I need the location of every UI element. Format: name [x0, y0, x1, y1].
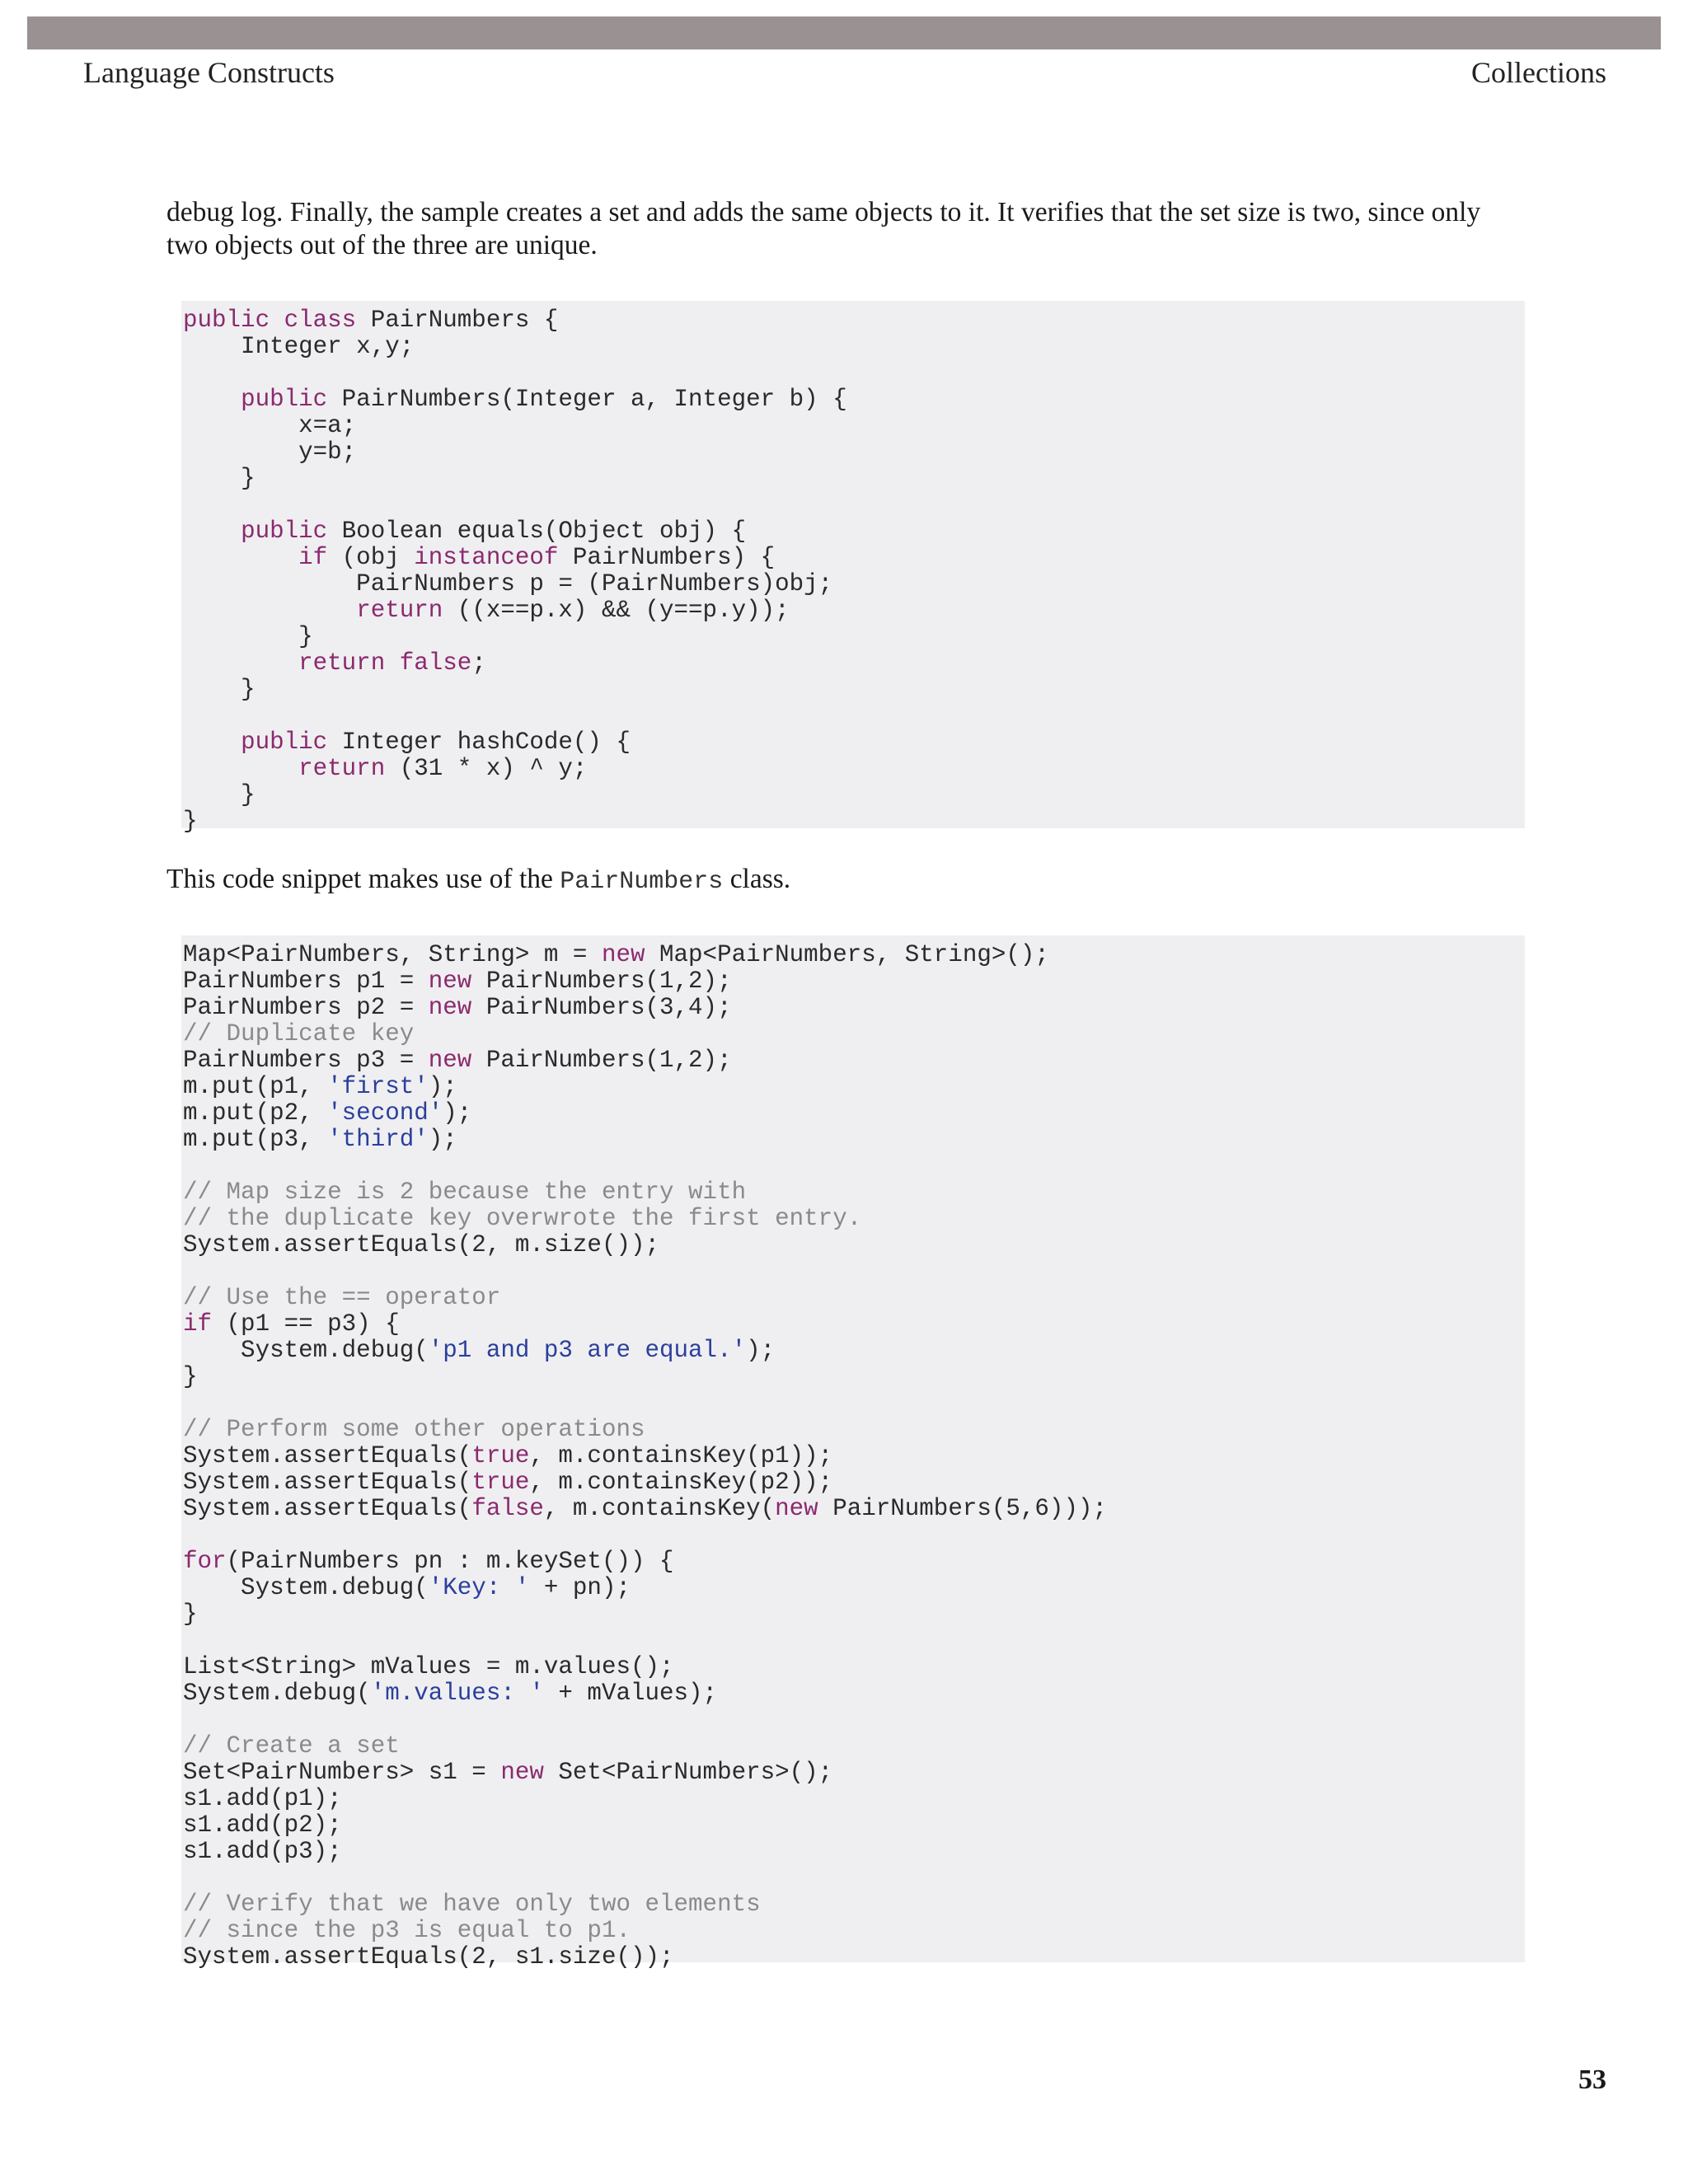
code-text: } [183, 623, 313, 650]
code-line [183, 1865, 1525, 1891]
code-string: 'first' [327, 1073, 429, 1100]
code-text: System.assertEquals(2, m.size()); [183, 1231, 660, 1258]
code-text: ); [428, 1126, 457, 1153]
code-text: System.debug( [183, 1574, 429, 1601]
code-line [183, 360, 1525, 387]
code-line [183, 1786, 1525, 1812]
code-text: , m.containsKey( [543, 1495, 776, 1522]
code-line [183, 1575, 1525, 1601]
code-keyword: new [500, 1759, 544, 1786]
code-text: PairNumbers(3,4); [471, 994, 732, 1021]
code-line [183, 1179, 1525, 1206]
code-text [183, 755, 298, 782]
code-text: m.put(p2, [183, 1099, 328, 1127]
code-text: PairNumbers p3 = [183, 1047, 429, 1074]
code-comment: // Duplicate key [183, 1020, 415, 1047]
code-text [183, 729, 241, 756]
code-text: x=a; [183, 412, 357, 439]
code-text: Map<PairNumbers, String> m = [183, 941, 602, 968]
code-line [183, 1232, 1525, 1258]
code-text: Integer hashCode() { [327, 729, 631, 756]
code-line [183, 677, 1525, 703]
code-text: (p1 == p3) { [212, 1310, 400, 1338]
code-keyword: public [241, 386, 328, 413]
code-line [183, 1047, 1525, 1074]
code-line [183, 1628, 1525, 1654]
code-comment: // Verify that we have only two elements [183, 1891, 761, 1918]
intro-paragraph: debug log. Finally, the sample creates a set and adds the same objects to it. It verifies that the set size is two, since only two objects out of the three are unique. [166, 197, 1481, 260]
code-text: ((x==p.x) && (y==p.y)); [443, 597, 790, 624]
code-line [183, 334, 1525, 360]
code-text [183, 518, 241, 545]
code-text: s1.add(p2); [183, 1811, 342, 1839]
code-text: + mValues); [543, 1680, 718, 1707]
code-line [183, 624, 1525, 650]
code-line [183, 1021, 1525, 1047]
code-keyword: instanceof [414, 544, 559, 571]
code-block-pairnumbers-class [181, 301, 1525, 835]
code-text: (PairNumbers pn : m.keySet()) { [226, 1548, 674, 1575]
code-text: Integer x,y; [183, 333, 415, 360]
code-line [183, 1601, 1525, 1628]
code-text: } [183, 808, 198, 835]
code-comment: // Map size is 2 because the entry with [183, 1179, 747, 1206]
code-text: System.assertEquals( [183, 1469, 472, 1496]
code-keyword: return [356, 597, 443, 624]
code-text: Set<PairNumbers>(); [543, 1759, 833, 1786]
code-text: s1.add(p3); [183, 1838, 342, 1865]
code-text: ); [746, 1337, 776, 1364]
code-string: 'Key: ' [428, 1574, 530, 1601]
code-line [183, 1522, 1525, 1549]
code-text [183, 544, 298, 571]
code-line [183, 571, 1525, 598]
code-text: ; [471, 649, 486, 677]
code-text: } [183, 1363, 198, 1390]
code-keyword: if [183, 1310, 213, 1338]
code-text: PairNumbers { [356, 307, 559, 334]
code-string: 'm.values: ' [370, 1680, 544, 1707]
code-line [183, 1680, 1525, 1707]
code-text: ); [428, 1073, 457, 1100]
code-line [183, 1100, 1525, 1127]
code-keyword: public [241, 518, 328, 545]
code-text: System.assertEquals( [183, 1442, 472, 1469]
code-text: } [183, 465, 256, 492]
code-line [183, 545, 1525, 571]
code-keyword: true [471, 1442, 530, 1469]
code-block-usage-snippet [181, 935, 1525, 1971]
code-comment: // Perform some other operations [183, 1416, 645, 1443]
code-line [183, 1258, 1525, 1285]
code-line [183, 1891, 1525, 1918]
code-line [183, 703, 1525, 729]
code-line [183, 1760, 1525, 1786]
code-line [183, 1338, 1525, 1364]
code-text: PairNumbers(1,2); [471, 968, 732, 995]
snippet-intro-text-after: class. [723, 864, 791, 894]
code-line [183, 942, 1525, 968]
code-text: PairNumbers p2 = [183, 994, 429, 1021]
code-text: System.debug( [183, 1337, 429, 1364]
code-line [183, 439, 1525, 466]
code-line [183, 808, 1525, 835]
code-text: Set<PairNumbers> s1 = [183, 1759, 501, 1786]
code-text: Boolean equals(Object obj) { [327, 518, 747, 545]
code-comment: // the duplicate key overwrote the first entry. [183, 1205, 862, 1232]
code-line [183, 387, 1525, 413]
inline-code-class-name: PairNumbers [560, 868, 724, 896]
code-line [183, 756, 1525, 782]
code-text: } [183, 781, 256, 808]
code-line [183, 413, 1525, 439]
code-text [183, 597, 356, 624]
code-text: m.put(p1, [183, 1073, 328, 1100]
code-line [183, 1074, 1525, 1100]
code-text: PairNumbers(Integer a, Integer b) { [327, 386, 847, 413]
code-line [183, 492, 1525, 518]
code-line [183, 1364, 1525, 1390]
code-keyword: for [183, 1548, 227, 1575]
code-text: List<String> mValues = m.values(); [183, 1653, 674, 1680]
code-keyword: if [298, 544, 328, 571]
code-line [183, 995, 1525, 1021]
code-text: } [183, 676, 256, 703]
code-comment: // since the p3 is equal to p1. [183, 1917, 631, 1944]
code-line [183, 1390, 1525, 1417]
snippet-intro-text-before: This code snippet makes use of the [166, 864, 560, 894]
code-line [183, 650, 1525, 677]
code-line [183, 1469, 1525, 1496]
code-line [183, 1311, 1525, 1338]
code-line [183, 307, 1525, 334]
code-keyword: new [428, 1047, 472, 1074]
code-text: PairNumbers p = (PairNumbers)obj; [183, 570, 833, 598]
code-keyword: true [471, 1469, 530, 1496]
code-text [183, 386, 241, 413]
code-keyword: public class [183, 307, 357, 334]
code-line [183, 1443, 1525, 1469]
code-line [183, 1654, 1525, 1680]
code-text: } [183, 1601, 198, 1628]
code-text: Map<PairNumbers, String>(); [645, 941, 1049, 968]
snippet-intro-paragraph [166, 863, 1526, 898]
code-string: 'p1 and p3 are equal.' [428, 1337, 747, 1364]
code-text: (31 * x) ^ y; [385, 755, 588, 782]
code-line [183, 1496, 1525, 1522]
code-text: , m.containsKey(p2)); [529, 1469, 833, 1496]
code-keyword: new [428, 994, 472, 1021]
code-text: PairNumbers(1,2); [471, 1047, 732, 1074]
header-rule-bar [27, 16, 1661, 49]
code-text: System.debug( [183, 1680, 371, 1707]
code-text: (obj [327, 544, 415, 571]
code-line [183, 729, 1525, 756]
code-keyword: return [298, 755, 386, 782]
code-text: y=b; [183, 438, 357, 466]
code-line [183, 968, 1525, 995]
code-comment: // Create a set [183, 1732, 400, 1760]
running-head-chapter: Language Constructs [83, 56, 335, 89]
code-keyword: false [471, 1495, 544, 1522]
code-line [183, 1707, 1525, 1733]
code-line [183, 1944, 1525, 1971]
code-string: 'third' [327, 1126, 429, 1153]
code-text: m.put(p3, [183, 1126, 328, 1153]
code-line [183, 1733, 1525, 1760]
code-line [183, 1549, 1525, 1575]
code-keyword: return false [298, 649, 472, 677]
code-text: ); [443, 1099, 472, 1127]
code-keyword: new [428, 968, 472, 995]
code-line [183, 1206, 1525, 1232]
code-text: PairNumbers p1 = [183, 968, 429, 995]
code-text: , m.containsKey(p1)); [529, 1442, 833, 1469]
code-text: PairNumbers) { [558, 544, 776, 571]
code-text: s1.add(p1); [183, 1785, 342, 1812]
code-text: System.assertEquals( [183, 1495, 472, 1522]
code-keyword: new [601, 941, 645, 968]
code-comment: // Use the == operator [183, 1284, 501, 1311]
code-line [183, 598, 1525, 624]
code-text [183, 649, 298, 677]
code-text: + pn); [529, 1574, 631, 1601]
code-text: System.assertEquals(2, s1.size()); [183, 1943, 674, 1971]
page-number: 53 [1578, 2064, 1606, 2095]
code-line [183, 518, 1525, 545]
code-line [183, 1285, 1525, 1311]
code-string: 'second' [327, 1099, 443, 1127]
code-line [183, 1153, 1525, 1179]
code-line [183, 1812, 1525, 1839]
code-line [183, 1127, 1525, 1153]
code-keyword: public [241, 729, 328, 756]
code-line [183, 466, 1525, 492]
code-keyword: new [775, 1495, 818, 1522]
running-head-section: Collections [1471, 56, 1606, 89]
code-line [183, 1417, 1525, 1443]
code-line [183, 1839, 1525, 1865]
code-line [183, 1918, 1525, 1944]
code-text: PairNumbers(5,6))); [818, 1495, 1107, 1522]
code-line [183, 782, 1525, 808]
